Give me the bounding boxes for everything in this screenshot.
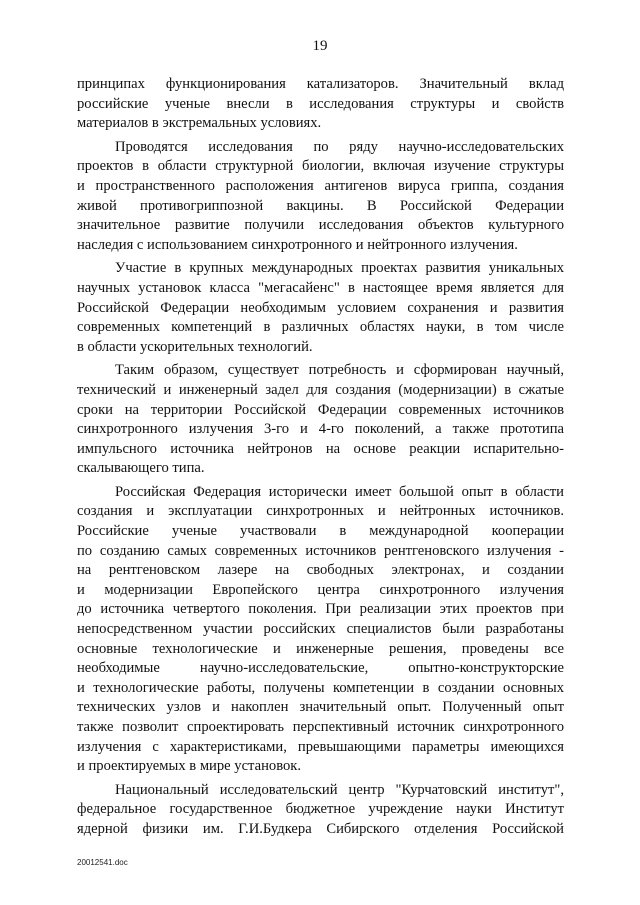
paragraph: [77, 138, 564, 256]
text-line: ядерной физики им. Г.И.Будкера Сибирского отделения Российской: [77, 820, 564, 837]
text-line: также позволит спроектировать перспективный источник синхротронного: [77, 719, 564, 735]
text-line: Участие в крупных международных проектах развития уникальных: [115, 260, 564, 277]
paragraph: [77, 483, 564, 777]
text-line: Российская Федерация исторически имеет большой опыт в области: [115, 483, 564, 500]
text-line: технических узлов и накоплен значительный опыт. Полученный опыт: [77, 699, 564, 716]
text-line: Проводятся исследования по ряду научно-исследовательских: [115, 138, 564, 155]
text-line: Российской Федерации необходимым условием сохранения и развития: [77, 299, 564, 316]
text-line: и модернизации Европейского центра синхротронного излучения: [77, 581, 564, 598]
text-line: современных компетенций в различных областях науки, в том числе: [77, 319, 564, 336]
text-line: по созданию самых современных источников рентгеновского излучения -: [77, 542, 564, 559]
paragraph: [77, 75, 564, 134]
text-line: создания и эксплуатации синхротронных и нейтронных источников.: [77, 503, 564, 520]
text-line: и технологические работы, получены компетенции в создании основных: [77, 679, 564, 696]
paragraph: [77, 361, 564, 479]
text-line: научных установок класса "мегасайенс" в настоящее время является для: [77, 279, 564, 296]
text-line: импульсного источника нейтронов на основе реакции испарительно-: [77, 440, 564, 457]
text-line: синхротронного излучения 3-го и 4-го поколений, а также прототипа: [77, 421, 564, 438]
text-line: принципах функционирования катализаторов. Значительный вклад: [77, 76, 564, 92]
text-line: непосредственном участии российских специалистов были разработаны: [77, 621, 564, 638]
text-line: и проектируемых в мире установок.: [77, 758, 302, 775]
text-line: наследия с использованием синхротронного и нейтронного излучения.: [77, 236, 518, 253]
text-line: необходимые научно-исследовательские, опытно-конструкторские: [77, 660, 564, 677]
text-line: технический и инженерный задел для создания (модернизации) в сжатые: [77, 381, 564, 398]
text-line: излучения с характеристиками, превышающими параметры имеющихся: [77, 738, 564, 755]
page-number: 19: [312, 38, 328, 54]
text-line: материалов в экстремальных условиях.: [77, 115, 322, 132]
text-line: федеральное государственное бюджетное учреждение науки Институт: [77, 801, 564, 818]
paragraph: [77, 781, 564, 840]
text-line: до источника четвертого поколения. При реализации этих проектов при: [77, 601, 564, 618]
text-line: и пространственного расположения антигенов вируса гриппа, создания: [77, 177, 564, 194]
text-line: в области ускорительных технологий.: [77, 338, 313, 355]
text-line: российские ученые внесли в исследования структуры и свойств: [77, 95, 564, 112]
text-line: Национальный исследовательский центр "Курчатовский институт",: [115, 781, 564, 798]
text-line: скалывающего типа.: [77, 460, 205, 477]
document-body: [77, 75, 564, 844]
text-line: живой противогриппозной вакцины. В Российской Федерации: [77, 197, 564, 214]
text-line: сроки на территории Российской Федерации современных источников: [77, 401, 564, 418]
text-line: основные технологические и инженерные решения, проведены все: [77, 640, 564, 657]
text-line: Российские ученые участвовали в международной кооперации: [77, 523, 564, 540]
text-line: на рентгеновском лазере на свободных электронах, и создании: [77, 562, 564, 579]
paragraph: [77, 259, 564, 357]
text-line: Таким образом, существует потребность и сформирован научный,: [115, 362, 564, 379]
text-line: значительное развитие получили исследования объектов культурного: [77, 217, 564, 234]
footer-filename: 20012541.doc: [77, 858, 128, 867]
text-line: проектов в области структурной биологии, включая изучение структуры: [77, 158, 564, 175]
